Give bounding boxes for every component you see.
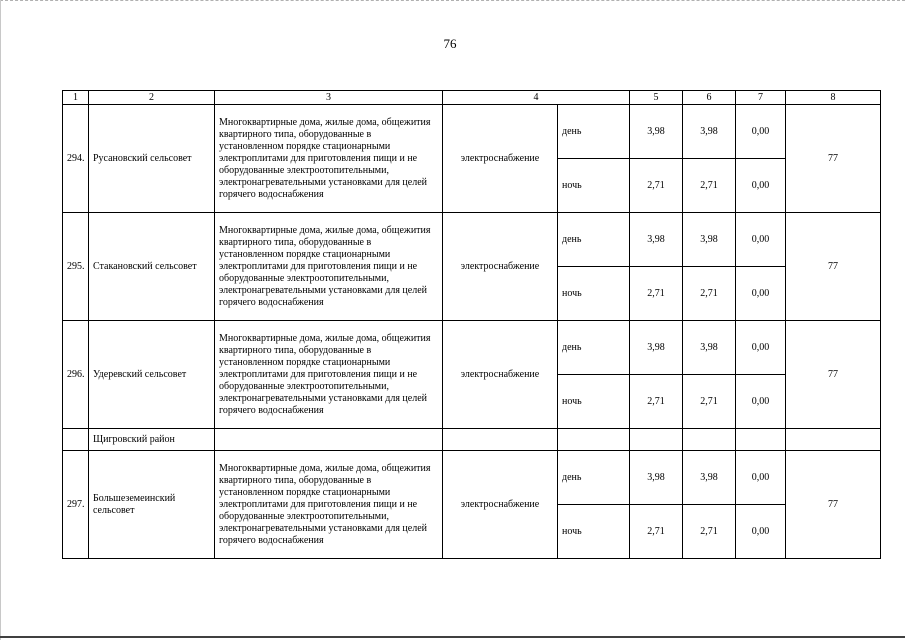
consumer-description: Многоквартирные дома, жилые дома, общежития квартирного типа, оборудованные в установленном порядке стационарными электроплитами для приготовления пищи и не оборудованные электроотопительными, электронагревательными установками для целей горячего водоснабжения xyxy=(215,105,443,213)
value-col8: 77 xyxy=(786,451,881,559)
table-row xyxy=(63,213,881,267)
empty-cell xyxy=(63,429,89,451)
value-col5: 2,71 xyxy=(630,505,683,559)
row-number: 297. xyxy=(63,451,89,559)
service-type: электроснабжение xyxy=(443,213,558,321)
value-col5: 3,98 xyxy=(630,321,683,375)
header-cell: 6 xyxy=(683,91,736,105)
settlement-name: Русановский сельсовет xyxy=(89,105,215,213)
header-cell: 5 xyxy=(630,91,683,105)
table-row xyxy=(63,105,881,159)
value-col7: 0,00 xyxy=(736,105,786,159)
header-cell: 8 xyxy=(786,91,881,105)
value-col7: 0,00 xyxy=(736,505,786,559)
service-type: электроснабжение xyxy=(443,321,558,429)
value-col5: 2,71 xyxy=(630,267,683,321)
table-header-row xyxy=(63,91,881,105)
tariff-table xyxy=(62,90,881,559)
header-cell: 3 xyxy=(215,91,443,105)
value-col8: 77 xyxy=(786,213,881,321)
empty-cell xyxy=(786,429,881,451)
value-col6: 2,71 xyxy=(683,267,736,321)
period-night: ночь xyxy=(558,159,630,213)
table-row xyxy=(63,321,881,375)
empty-cell xyxy=(558,429,630,451)
service-type: электроснабжение xyxy=(443,105,558,213)
value-col6: 3,98 xyxy=(683,321,736,375)
value-col5: 3,98 xyxy=(630,105,683,159)
value-col5: 3,98 xyxy=(630,451,683,505)
settlement-name: Стакановский сельсовет xyxy=(89,213,215,321)
header-cell: 4 xyxy=(443,91,630,105)
row-number: 296. xyxy=(63,321,89,429)
period-day: день xyxy=(558,321,630,375)
table-row xyxy=(63,451,881,505)
consumer-description: Многоквартирные дома, жилые дома, общежития квартирного типа, оборудованные в установленном порядке стационарными электроплитами для приготовления пищи и не оборудованные электроотопительными, электронагревательными установками для целей горячего водоснабжения xyxy=(215,451,443,559)
header-cell: 1 xyxy=(63,91,89,105)
value-col7: 0,00 xyxy=(736,213,786,267)
value-col6: 3,98 xyxy=(683,213,736,267)
value-col6: 2,71 xyxy=(683,375,736,429)
empty-cell xyxy=(683,429,736,451)
period-night: ночь xyxy=(558,267,630,321)
period-day: день xyxy=(558,451,630,505)
district-name: Щигровский район xyxy=(89,429,215,451)
period-night: ночь xyxy=(558,375,630,429)
value-col7: 0,00 xyxy=(736,375,786,429)
district-row xyxy=(63,429,881,451)
header-cell: 7 xyxy=(736,91,786,105)
period-night: ночь xyxy=(558,505,630,559)
empty-cell xyxy=(215,429,443,451)
settlement-name: Удеревский сельсовет xyxy=(89,321,215,429)
value-col8: 77 xyxy=(786,105,881,213)
header-cell: 2 xyxy=(89,91,215,105)
value-col6: 2,71 xyxy=(683,159,736,213)
page-top-border xyxy=(0,0,905,1)
value-col5: 2,71 xyxy=(630,375,683,429)
service-type: электроснабжение xyxy=(443,451,558,559)
value-col7: 0,00 xyxy=(736,451,786,505)
page-bottom-border xyxy=(0,636,905,638)
value-col7: 0,00 xyxy=(736,159,786,213)
page-number: 76 xyxy=(443,36,457,51)
page-left-border xyxy=(0,0,1,640)
row-number: 295. xyxy=(63,213,89,321)
empty-cell xyxy=(736,429,786,451)
value-col6: 3,98 xyxy=(683,451,736,505)
empty-cell xyxy=(630,429,683,451)
value-col7: 0,00 xyxy=(736,267,786,321)
consumer-description: Многоквартирные дома, жилые дома, общежития квартирного типа, оборудованные в установленном порядке стационарными электроплитами для приготовления пищи и не оборудованные электроотопительными, электронагревательными установками для целей горячего водоснабжения xyxy=(215,321,443,429)
settlement-name: Большеземеинский сельсовет xyxy=(89,451,215,559)
value-col5: 2,71 xyxy=(630,159,683,213)
empty-cell xyxy=(443,429,558,451)
period-day: день xyxy=(558,213,630,267)
value-col6: 2,71 xyxy=(683,505,736,559)
period-day: день xyxy=(558,105,630,159)
consumer-description: Многоквартирные дома, жилые дома, общежития квартирного типа, оборудованные в установленном порядке стационарными электроплитами для приготовления пищи и не оборудованные электроотопительными, электронагревательными установками для целей горячего водоснабжения xyxy=(215,213,443,321)
value-col7: 0,00 xyxy=(736,321,786,375)
value-col6: 3,98 xyxy=(683,105,736,159)
value-col5: 3,98 xyxy=(630,213,683,267)
value-col8: 77 xyxy=(786,321,881,429)
row-number: 294. xyxy=(63,105,89,213)
